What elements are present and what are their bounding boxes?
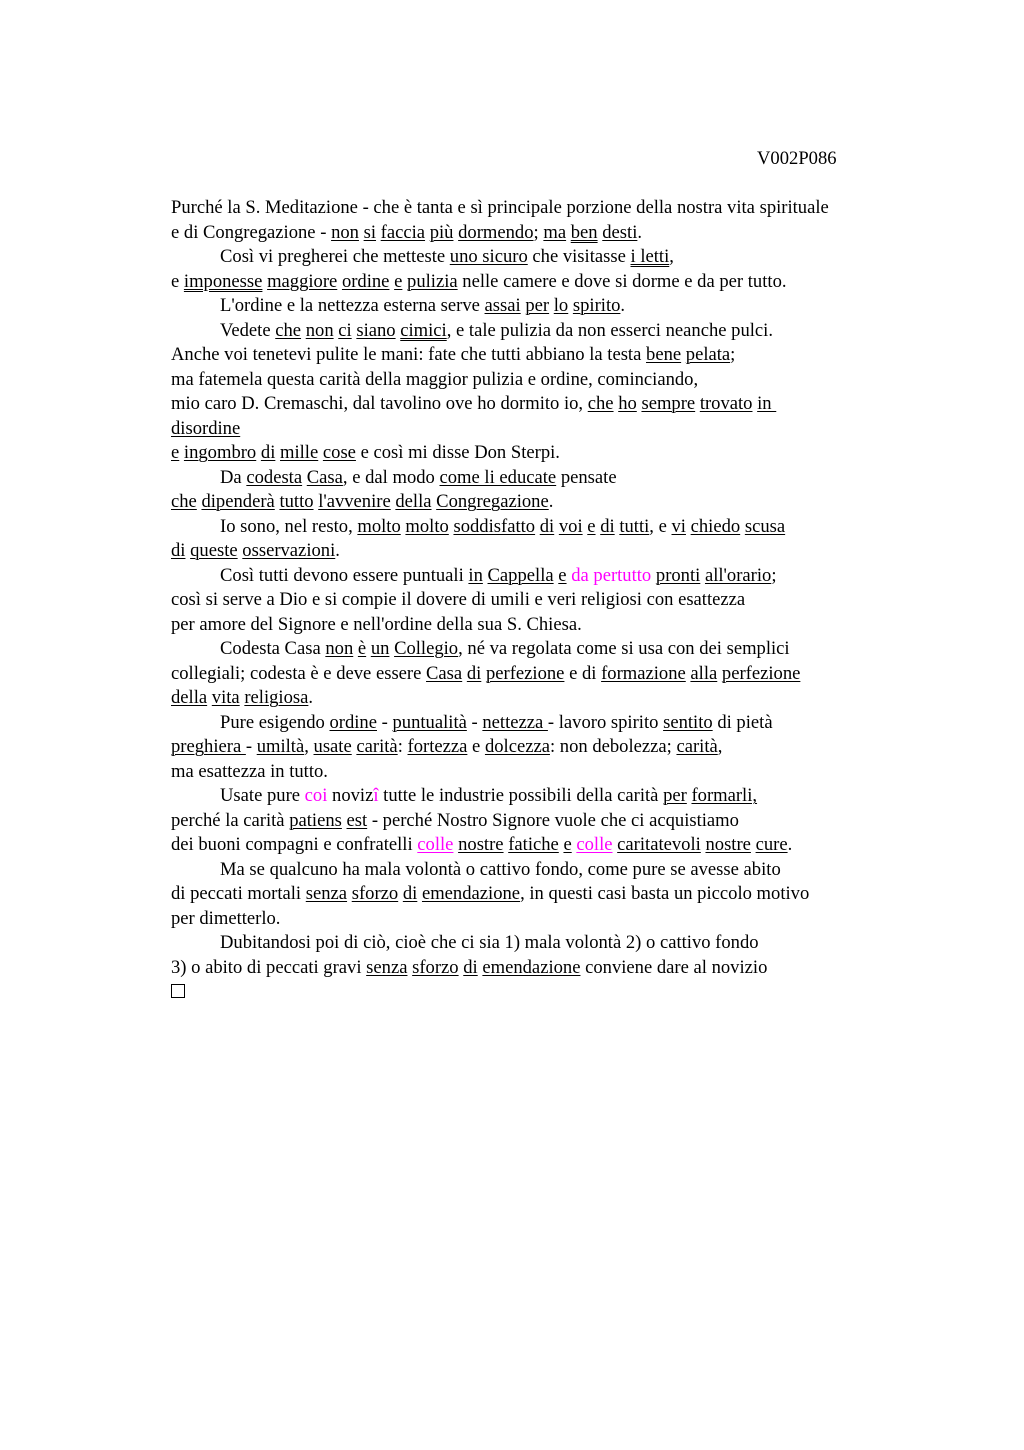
highlighted-text: coi: [304, 785, 328, 806]
underlined-word: lo: [553, 295, 569, 316]
underlined-word: dolcezza: [484, 736, 550, 757]
text-run: -: [466, 711, 483, 733]
underlined-word: di: [260, 442, 276, 463]
text-line: [171, 907, 971, 932]
underlined-word: puntualità: [392, 711, 467, 733]
underlined-word: nostre: [458, 834, 504, 855]
text-line: [171, 588, 971, 613]
underlined-word: formarli,: [691, 785, 758, 806]
underlined-word: codesta: [246, 466, 303, 488]
underlined-word: ordine: [341, 270, 390, 292]
underlined-word: voi: [558, 515, 583, 537]
underlined-word: perfezione: [485, 662, 565, 684]
text-run: Io sono, nel resto,: [220, 515, 358, 537]
text-run: Vedete: [220, 319, 276, 341]
underlined-word: di: [171, 540, 186, 561]
text-run: ma fatemela questa carità della maggior pulizia e ordine, cominciando,: [171, 368, 699, 390]
text-run: perché la carità: [171, 809, 290, 831]
text-run: mio caro D. Cremaschi, dal tavolino ove ho dormito io,: [171, 393, 588, 414]
text-run: .: [787, 834, 793, 855]
highlighted-text: da pertutto: [571, 564, 652, 586]
underlined-word: e: [394, 270, 403, 292]
text-run: e di Congregazione -: [171, 221, 332, 243]
text-run: .: [548, 491, 554, 512]
underlined-word: è: [357, 638, 367, 659]
text-line: [171, 319, 971, 344]
checkbox-line: [171, 980, 971, 1005]
text-run: e così mi disse Don Sterpi.: [355, 442, 560, 463]
text-line: [171, 417, 971, 442]
text-run: ;: [771, 564, 777, 586]
text-run: Da: [220, 466, 247, 488]
text-line: [171, 270, 971, 295]
text-run: Purché la S. Meditazione - che è tanta e sì principale porzione della nostra vita spirituale: [171, 197, 829, 218]
underlined-word: pronti: [655, 564, 701, 586]
text-run: Codesta Casa: [220, 638, 326, 659]
text-line: [171, 858, 971, 883]
underlined-word: umiltà: [256, 736, 305, 757]
underlined-word: dipenderà: [201, 491, 275, 512]
text-run: .: [620, 295, 626, 316]
underlined-word: faccia: [380, 221, 426, 243]
highlighted-text: î: [373, 785, 379, 806]
text-line: [171, 515, 971, 540]
text-run: conviene dare al novizio: [580, 956, 768, 978]
text-run: Così vi pregherei che metteste: [220, 246, 450, 267]
text-line: [171, 196, 971, 221]
double-underlined-word: cimici: [400, 319, 447, 341]
text-run: -: [245, 736, 257, 757]
underlined-word: Collegio: [394, 638, 459, 659]
underlined-word: per: [663, 785, 687, 806]
text-line: [171, 564, 971, 589]
underlined-word: non: [305, 319, 334, 341]
underlined-word: est: [346, 809, 368, 831]
underlined-word: ordine: [329, 711, 377, 733]
underlined-word: sforzo: [412, 956, 459, 978]
underlined-word: carità: [676, 736, 718, 757]
text-run: noviz: [327, 785, 374, 806]
underlined-word: si: [363, 221, 377, 243]
text-run: Ma se qualcuno ha mala volontà o cattivo fondo, come pure se avesse abito: [220, 858, 781, 880]
underlined-word: che: [171, 491, 197, 512]
text-run: ,: [669, 246, 674, 267]
underlined-word: sempre: [641, 393, 696, 414]
text-line: [171, 441, 971, 466]
text-line: [171, 637, 971, 662]
text-run: per amore del Signore e nell'ordine della sua S. Chiesa.: [171, 613, 582, 635]
text-run: .: [335, 540, 340, 561]
underlined-word: perfezione: [721, 662, 801, 684]
underlined-word: di: [463, 956, 478, 978]
underlined-word: della: [395, 491, 432, 512]
text-run: di peccati mortali: [171, 883, 306, 904]
double-underlined-word: imponesse: [183, 270, 263, 292]
text-run: -: [377, 711, 393, 733]
underlined-word: più: [429, 221, 454, 243]
text-run: così si serve a Dio e si compie il dovere di umili e veri religiosi con esattezza: [171, 589, 746, 610]
text-line: [171, 711, 971, 736]
underlined-word: non: [331, 221, 359, 243]
underlined-word: assai: [484, 295, 521, 316]
text-run: dei buoni compagni e confratelli: [171, 834, 418, 855]
underlined-word: e: [587, 515, 596, 537]
underlined-word: carità: [356, 736, 398, 757]
text-run: tutte le industrie possibili della carità: [378, 785, 664, 806]
text-run: , e: [649, 515, 672, 537]
underlined-word: caritatevoli: [617, 834, 701, 855]
underlined-word: ma: [543, 221, 567, 243]
underlined-word: di: [402, 883, 418, 904]
text-line: [171, 343, 971, 368]
text-run: e: [171, 270, 184, 292]
underlined-word: scusa: [744, 515, 786, 537]
underlined-word: per: [525, 295, 550, 316]
text-run: di pietà: [712, 711, 773, 733]
text-run: , e tale pulizia da non esserci neanche pulci.: [446, 319, 773, 341]
underlined-word: pulizia: [407, 270, 458, 292]
text-line: [171, 809, 971, 834]
text-run: , e dal modo: [342, 466, 440, 488]
underlined-word: disordine: [171, 417, 241, 439]
underlined-word: osservazioni: [242, 540, 336, 561]
underlined-word: fatiche: [508, 834, 559, 855]
text-run: Usate pure: [220, 785, 305, 806]
text-run: per dimetterlo.: [171, 907, 281, 929]
underlined-word: spirito: [572, 295, 621, 316]
text-run: , né va regolata come si usa con dei semplici: [458, 638, 790, 659]
text-line: [171, 221, 971, 246]
text-line: [171, 735, 971, 760]
text-run: collegiali; codesta è e deve essere: [171, 662, 427, 684]
text-run: e di: [564, 662, 602, 684]
text-run: ,: [717, 736, 723, 757]
text-line: [171, 931, 971, 956]
highlighted-underlined-word: colle: [576, 834, 613, 855]
underlined-word: fortezza: [407, 736, 468, 757]
underlined-word: sentito: [663, 711, 713, 733]
text-run: - perché Nostro Signore vuole che ci acquistiamo: [367, 809, 739, 831]
text-run: che visitasse: [527, 246, 631, 267]
underlined-word: emendazione: [421, 883, 521, 904]
underlined-word: Casa: [306, 466, 343, 488]
underlined-word: che: [587, 393, 614, 414]
underlined-word: ingombro: [183, 442, 257, 463]
underlined-word: bene: [646, 344, 682, 365]
text-line: [171, 294, 971, 319]
underlined-word: chiedo: [690, 515, 741, 537]
underlined-word: e: [171, 442, 180, 463]
text-line: [171, 245, 971, 270]
text-run: nelle camere e dove si dorme e da per tutto.: [457, 270, 787, 292]
underlined-word: ho: [618, 393, 637, 414]
double-underlined-word: ben: [570, 221, 598, 243]
text-run: pensate: [556, 466, 617, 488]
underlined-word: senza: [366, 956, 408, 978]
underlined-word: pelata: [685, 344, 731, 365]
underlined-word: non: [325, 638, 354, 659]
text-line: [171, 662, 971, 687]
underlined-word: di: [600, 515, 615, 537]
underlined-word: cose: [322, 442, 356, 463]
text-line: [171, 368, 971, 393]
text-line: [171, 760, 971, 785]
underlined-word: della: [171, 687, 208, 708]
underlined-word: desti: [602, 221, 638, 243]
underlined-word: sforzo: [351, 883, 399, 904]
underlined-word: che: [275, 319, 302, 341]
underlined-word: maggiore: [267, 270, 338, 292]
text-run: e: [467, 736, 485, 757]
text-line: [171, 686, 971, 711]
underlined-word: tutti: [619, 515, 650, 537]
underlined-word: di: [539, 515, 555, 537]
underlined-word: Casa: [426, 662, 463, 684]
underlined-word: soddisfatto: [453, 515, 536, 537]
text-line: [171, 833, 971, 858]
text-line: [171, 392, 971, 417]
underlined-word: vi: [671, 515, 686, 537]
underlined-word: e: [563, 834, 572, 855]
text-run: : non debolezza;: [549, 736, 677, 757]
underlined-word: formazione: [601, 662, 686, 684]
underlined-word: in: [468, 564, 483, 586]
text-run: ma esattezza in tutto.: [171, 760, 328, 782]
underlined-word: alla: [690, 662, 718, 684]
text-line: [171, 613, 971, 638]
underlined-word: mille: [280, 442, 319, 463]
text-run: ,: [304, 736, 314, 757]
underlined-word: in: [757, 393, 777, 414]
text-run: - lavoro spirito: [547, 711, 664, 733]
underlined-word: Cappella: [487, 564, 554, 586]
underlined-word: vita: [211, 687, 240, 708]
underlined-word: patiens: [289, 809, 342, 831]
text-run: Così tutti devono essere puntuali: [220, 564, 469, 586]
text-line: [171, 539, 971, 564]
underlined-word: siano: [356, 319, 396, 341]
underlined-word: all'orario: [704, 564, 772, 586]
text-line: [171, 956, 971, 981]
underlined-word: trovato: [699, 393, 753, 414]
text-run: .: [637, 221, 643, 243]
underlined-word: Congregazione: [436, 491, 549, 512]
underlined-word: religiosa: [244, 687, 309, 708]
text-run: :: [397, 736, 408, 757]
underlined-word: tutto: [279, 491, 314, 512]
text-run: .: [308, 687, 314, 708]
underlined-word: un: [370, 638, 390, 659]
text-run: Anche voi tenetevi pulite le mani: fate che tutti abbiano la testa: [171, 344, 647, 365]
text-line: [171, 490, 971, 515]
empty-square-icon: [171, 984, 185, 998]
document-body: [171, 196, 971, 1005]
text-line: [171, 882, 971, 907]
text-line: [171, 784, 971, 809]
text-run: L'ordine e la nettezza esterna serve: [220, 295, 485, 316]
underlined-word: emendazione: [482, 956, 581, 978]
text-run: , in questi casi basta un piccolo motivo: [520, 883, 810, 904]
text-line: [171, 466, 971, 491]
underlined-word: queste: [190, 540, 238, 561]
underlined-word: senza: [305, 883, 348, 904]
underlined-word: molto: [405, 515, 449, 537]
underlined-word: cure: [755, 834, 788, 855]
underlined-word: e: [558, 564, 567, 586]
underlined-word: come li educate: [439, 466, 557, 488]
text-run: 3) o abito di peccati gravi: [171, 956, 367, 978]
text-run: Pure esigendo: [220, 711, 330, 733]
text-run: ;: [533, 221, 544, 243]
double-underlined-word: i letti: [630, 246, 670, 267]
underlined-word: uno sicuro: [449, 246, 528, 267]
underlined-word: l'avvenire: [318, 491, 391, 512]
text-run: ;: [730, 344, 736, 365]
underlined-word: nettezza: [482, 711, 548, 733]
highlighted-underlined-word: colle: [417, 834, 454, 855]
underlined-word: preghiera: [171, 736, 246, 757]
underlined-word: ci: [338, 319, 352, 341]
underlined-word: molto: [357, 515, 401, 537]
underlined-word: usate: [313, 736, 352, 757]
text-run: Dubitandosi poi di ciò, cioè che ci sia 1) mala volontà 2) o cattivo fondo: [220, 932, 759, 953]
underlined-word: dormendo: [458, 221, 534, 243]
underlined-word: nostre: [705, 834, 751, 855]
page-reference: V002P086: [757, 148, 837, 169]
underlined-word: di: [466, 662, 482, 684]
